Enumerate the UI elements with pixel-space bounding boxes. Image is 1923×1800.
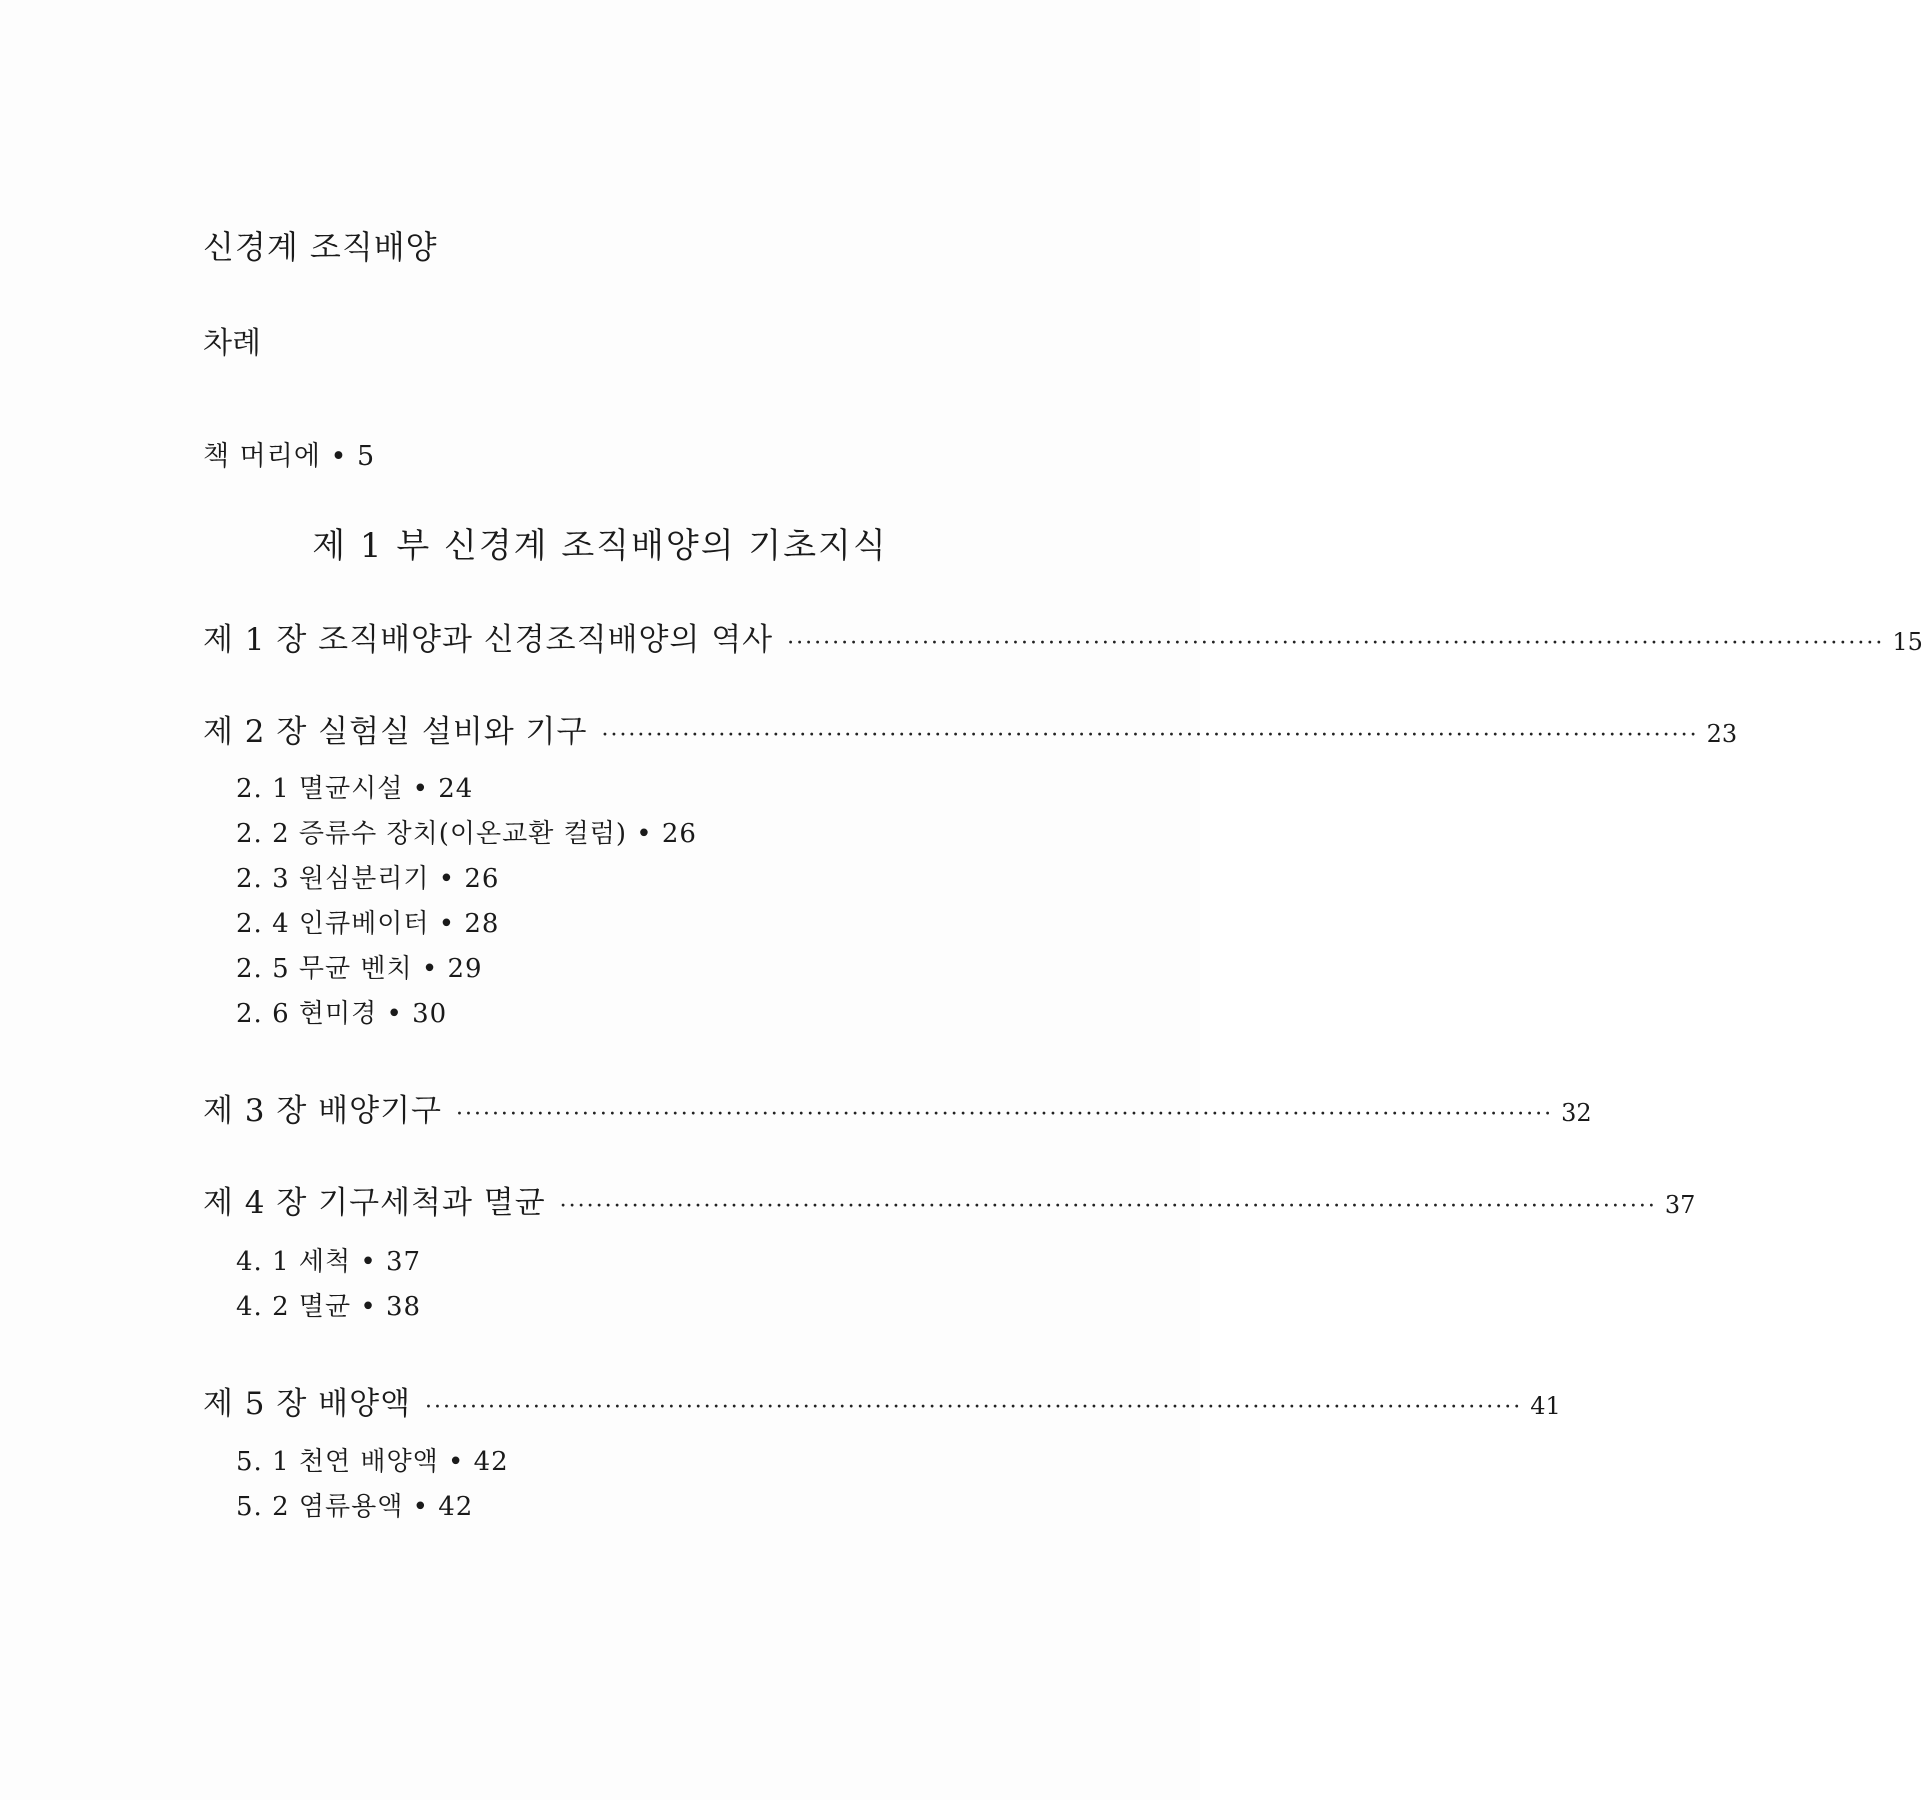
book-title: 신경계 조직배양 xyxy=(203,228,438,266)
toc-heading: 차례 xyxy=(203,326,261,361)
toc-section[interactable]: 2. 4 인큐베이터 • 28 xyxy=(236,909,500,939)
part-title: 제 1 부 신경계 조직배양의 기초지식 xyxy=(312,526,888,566)
toc-section[interactable]: 5. 1 천연 배양액 • 42 xyxy=(236,1447,509,1477)
toc-chapter-5[interactable] xyxy=(203,1378,1561,1423)
toc-entry-preface[interactable]: 책 머리에 • 5 xyxy=(203,441,376,472)
toc-section[interactable]: 4. 2 멸균 • 38 xyxy=(236,1292,422,1322)
chapter-title: 제 1 장 조직배양과 신경조직배양의 역사 xyxy=(203,622,774,658)
dot-leader: ·························································································································· xyxy=(559,1194,1657,1219)
chapter-title: 제 3 장 배양기구 xyxy=(203,1093,442,1129)
page-number: 32 xyxy=(1561,1099,1592,1127)
toc-chapter-2[interactable] xyxy=(203,706,1738,751)
page-number: 37 xyxy=(1664,1191,1696,1219)
dot-leader: ·························································································································· xyxy=(787,631,1885,656)
toc-section[interactable]: 2. 6 현미경 • 30 xyxy=(236,999,448,1029)
page-number: 15 xyxy=(1892,628,1923,656)
toc-section[interactable]: 2. 3 원심분리기 • 26 xyxy=(236,864,500,894)
toc-chapter-1[interactable] xyxy=(203,614,1923,659)
chapter-title: 제 5 장 배양액 xyxy=(203,1386,412,1422)
toc-section[interactable]: 2. 1 멸균시설 • 24 xyxy=(236,774,474,804)
page-number: 41 xyxy=(1530,1392,1561,1420)
page-number: 23 xyxy=(1706,720,1738,748)
toc-section[interactable]: 5. 2 염류용액 • 42 xyxy=(236,1492,474,1522)
dot-leader: ·························································································································· xyxy=(601,723,1699,748)
chapter-title: 제 4 장 기구세척과 멸균 xyxy=(203,1185,546,1221)
toc-chapter-4[interactable] xyxy=(203,1177,1696,1222)
dot-leader: ·························································································································· xyxy=(455,1102,1554,1127)
dot-leader: ·························································································································· xyxy=(425,1395,1523,1420)
chapter-title: 제 2 장 실험실 설비와 기구 xyxy=(203,714,588,750)
toc-section[interactable]: 4. 1 세척 • 37 xyxy=(236,1247,422,1277)
toc-section[interactable]: 2. 2 증류수 장치(이온교환 컬럼) • 26 xyxy=(236,819,697,849)
toc-section[interactable]: 2. 5 무균 벤치 • 29 xyxy=(236,954,483,984)
toc-chapter-3[interactable] xyxy=(203,1085,1592,1130)
